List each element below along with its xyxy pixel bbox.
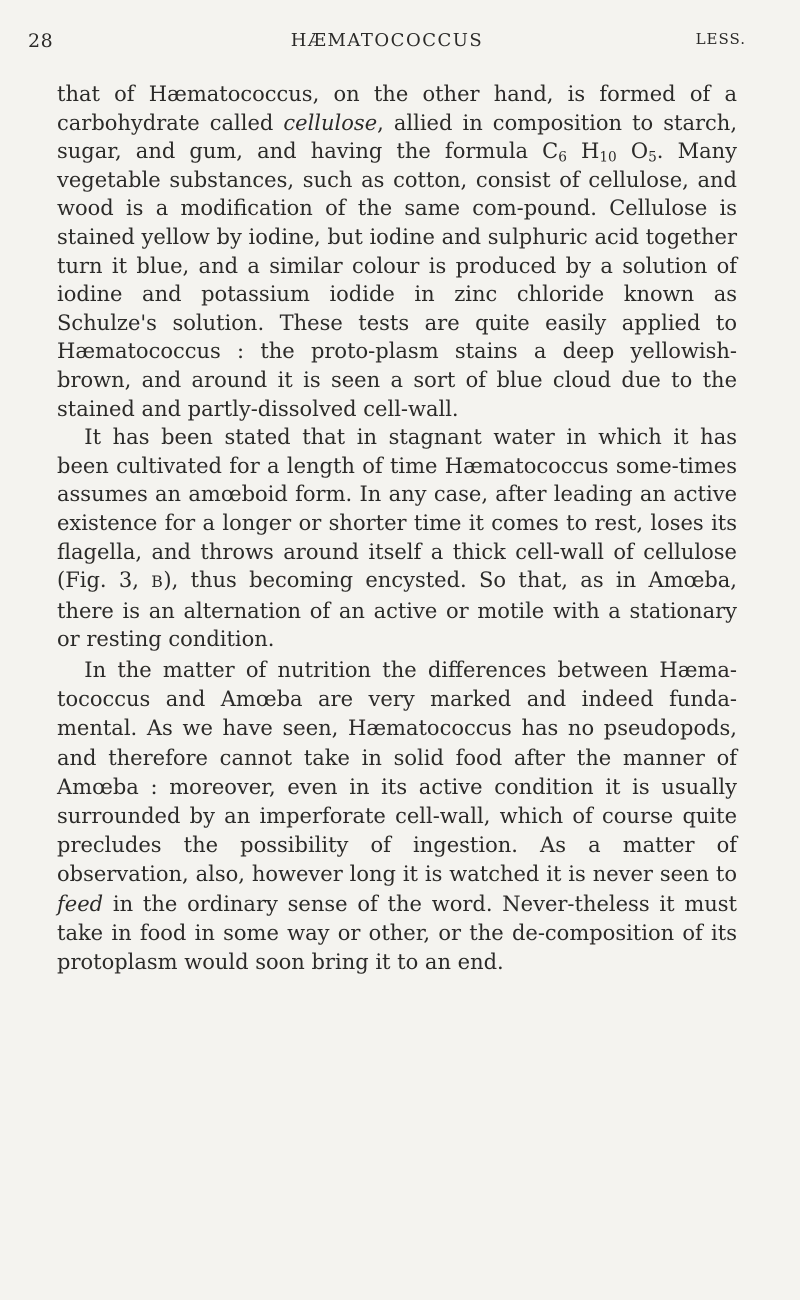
- text-run: . Many vegetable substances, such as cotton, consist of cellulose, and wood is a modification of the same com-pound. Cellulose is stained yellow by iodine, but iodine and sulphuric acid together turn it blue, and a similar colour is produced by a solution of iodine and potassium iodide in zinc chloride known as Schulze's solution. These tests are quite easily applied to Hæmatococcus : the proto-plasm stains a deep yellowish-brown, and around it is seen a sort of blue cloud due to the stained and partly-dissolved cell-wall.: [57, 139, 737, 421]
- text-block-top: [57, 80, 737, 654]
- subscript: 6: [558, 149, 567, 166]
- term-cellulose: cellulose: [283, 110, 378, 135]
- paragraph-nutrition: [57, 656, 737, 977]
- term-feed: feed: [57, 891, 104, 916]
- running-header: [28, 30, 746, 54]
- figure-letter: B: [151, 572, 164, 592]
- text-run: ), thus becoming encysted. So that, as in Amœba, there is an alternation of an active or motile with a stationary or resting condition.: [57, 568, 737, 652]
- subscript: 10: [599, 149, 617, 166]
- text-run: It has been stated that in stagnant water in which it has been cultivated for a length of time Hæmatococcus some-times assumes an amœboid form. In any case, after leading an active existence for a longer or shorter time it comes to rest, loses its flagella, and throws around itself a thick cell-wall of cellulose (Fig. 3,: [57, 425, 737, 593]
- text-run: H: [566, 139, 600, 164]
- paragraph-encystment: [57, 423, 737, 654]
- paragraph-cellulose: [57, 80, 737, 423]
- page-number: 28: [28, 30, 54, 52]
- text-run: in the ordinary sense of the word. Never-theless it must take in food in some way or other, or the de-composition of its protoplasm would soon bring it to an end.: [57, 891, 737, 975]
- text-run: In the matter of nutrition the differences between Hæma-tococcus and Amœba are very marked and indeed funda-mental. As we have seen, Hæmatococcus has no pseudopods, and therefore cannot take in solid food after the manner of Amœba : moreover, even in its active condition it is usually surrounded by an imperforate cell-wall, which of course quite precludes the possibility of ingestion. As a matter of observation, also, however long it is watched it is never seen to: [57, 658, 737, 887]
- text-block-nutrition: [57, 656, 737, 977]
- lesson-label: LESS.: [695, 30, 746, 48]
- subscript: 5: [648, 149, 657, 166]
- text-run: O: [616, 139, 649, 164]
- text-run: , allied in composition to starch, sugar, and gum, and having the formula C: [57, 110, 737, 164]
- text-run: that of Hæmatococcus, on the other hand, is formed of a carbohydrate called: [57, 82, 737, 135]
- running-title: HÆMATOCOCCUS: [290, 30, 484, 51]
